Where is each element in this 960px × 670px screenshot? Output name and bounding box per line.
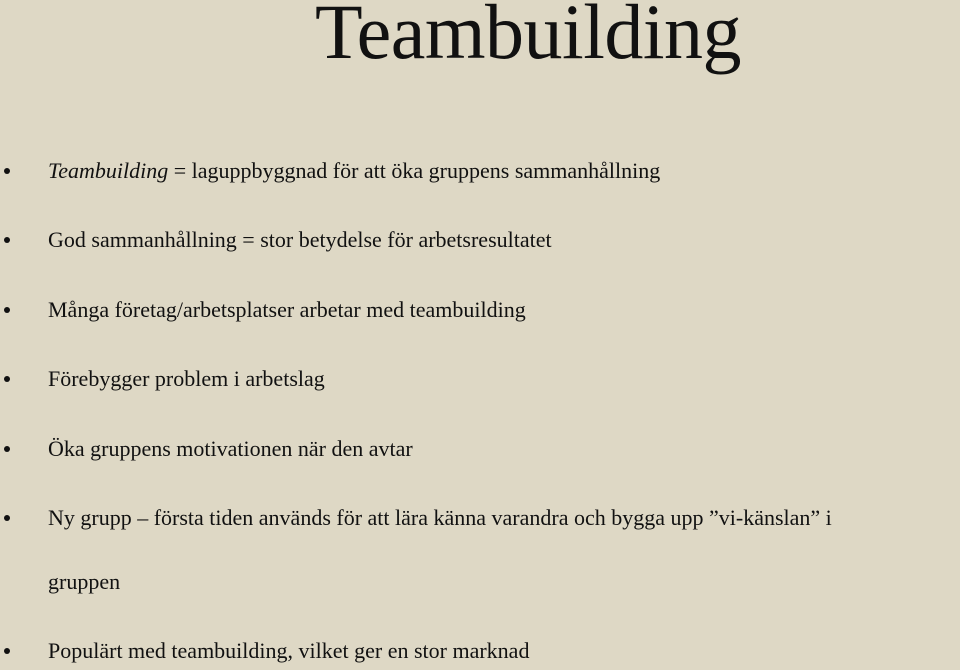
bullet-dot-icon <box>4 307 10 313</box>
bullet-text: Ny grupp – första tiden används för att lära känna varandra och bygga upp ”vi-känslan” i <box>48 505 832 530</box>
bullet-dot-icon <box>4 376 10 382</box>
slide-title: Teambuilding <box>314 0 742 75</box>
bullet-text: God sammanhållning = stor betydelse för arbetsresultatet <box>48 227 552 252</box>
bullet-dot-icon <box>4 168 10 174</box>
bullet-text: Många företag/arbetsplatser arbetar med teambuilding <box>48 297 526 322</box>
bullet-text: Populärt med teambuilding, vilket ger en stor marknad <box>48 638 530 663</box>
bullet-dot-icon <box>4 237 10 243</box>
bullet-text: Öka gruppens motivationen när den avtar <box>48 436 413 461</box>
bullet-text: Teambuilding = laguppbyggnad för att öka gruppens sammanhållning <box>48 158 661 183</box>
bullet-term: Teambuilding <box>48 158 169 183</box>
bullet-dot-icon <box>4 648 10 654</box>
bullet-dot-icon <box>4 515 10 521</box>
bullet-dot-icon <box>4 446 10 452</box>
bullet-continuation: gruppen <box>48 569 121 594</box>
bullet-text: Förebygger problem i arbetslag <box>48 366 325 391</box>
